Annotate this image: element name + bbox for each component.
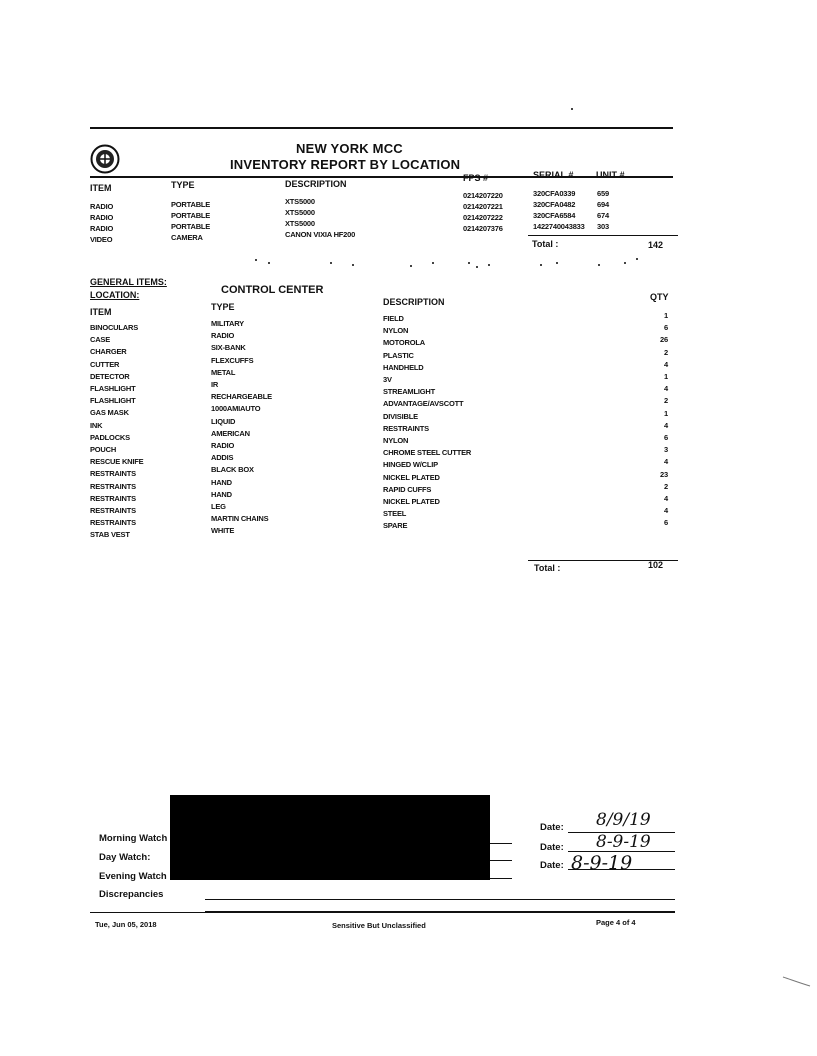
row-description: CHROME STEEL CUTTER	[383, 448, 472, 458]
header-bottom-rule	[90, 176, 673, 178]
row-type: CAMERA	[171, 233, 203, 242]
row-qty: 2	[664, 396, 668, 406]
general-total-value: 102	[648, 560, 664, 570]
row-qty: 4	[664, 506, 668, 516]
row-qty: 2	[664, 481, 668, 491]
evening-sign-line	[490, 878, 512, 879]
row-description: RAPID CUFFS	[383, 484, 432, 494]
row-item: STAB VEST	[90, 530, 130, 540]
row-item: RESTRAINTS	[90, 493, 136, 503]
row-type: PORTABLE	[171, 200, 211, 209]
general-header-type: TYPE	[211, 302, 235, 312]
row-qty: 1	[664, 372, 668, 381]
row-type: SIX-BANK	[211, 343, 246, 353]
stray-dot	[571, 108, 573, 110]
row-item: CUTTER	[90, 359, 120, 369]
top-header-unit: UNIT #	[596, 170, 625, 180]
row-description: ADVANTAGE/AVSCOTT	[383, 399, 464, 409]
row-description: CANON VIXIA HF200	[285, 230, 356, 239]
row-item: RADIO	[90, 213, 114, 222]
row-unit: 694	[597, 200, 609, 209]
row-type: AMERICAN	[211, 428, 250, 438]
row-description: STREAMLIGHT	[383, 387, 435, 397]
general-items-label: GENERAL ITEMS:	[90, 277, 167, 287]
top-header-type: TYPE	[171, 180, 195, 190]
day-watch-label: Day Watch:	[99, 852, 151, 863]
row-item: RESTRAINTS	[90, 506, 136, 515]
row-item: VIDEO	[90, 235, 113, 244]
row-type: WHITE	[211, 526, 235, 536]
row-description: FIELD	[383, 314, 404, 323]
report-title: INVENTORY REPORT BY LOCATION	[230, 157, 461, 172]
evening-watch-label: Evening Watch	[99, 871, 167, 882]
row-fps: 0214207222	[463, 213, 503, 222]
seal-logo-icon	[90, 144, 120, 174]
row-type: HAND	[211, 477, 232, 487]
row-description: NICKEL PLATED	[383, 472, 440, 482]
date-label-evening: Date:	[540, 860, 564, 871]
row-type: RADIO	[211, 441, 235, 450]
discrepancies-label: Discrepancies	[99, 889, 164, 900]
location-label: LOCATION:	[90, 290, 140, 300]
row-item: RADIO	[90, 224, 114, 233]
row-description: XTS5000	[285, 208, 315, 217]
row-qty: 26	[660, 335, 668, 345]
row-description: XTS5000	[285, 219, 315, 228]
row-qty: 23	[660, 469, 668, 479]
general-total-label: Total :	[534, 563, 561, 573]
row-type: RADIO	[211, 331, 235, 341]
header-top-rule	[90, 127, 673, 129]
row-item: DETECTOR	[90, 371, 130, 381]
row-description: HANDHELD	[383, 362, 424, 372]
row-type: BLACK BOX	[211, 465, 254, 475]
row-type: LIQUID	[211, 416, 236, 426]
row-qty: 6	[664, 518, 668, 528]
row-qty: 1	[664, 311, 668, 320]
row-serial: 320CFA6584	[533, 211, 576, 220]
row-description: RESTRAINTS	[383, 423, 429, 433]
row-item: RESTRAINTS	[90, 469, 136, 479]
org-name: NEW YORK MCC	[296, 141, 403, 156]
row-type: FLEXCUFFS	[211, 355, 254, 365]
row-unit: 659	[597, 189, 609, 198]
top-header-serial: SERIAL #	[533, 170, 574, 180]
row-type: METAL	[211, 367, 236, 377]
row-item: INK	[90, 420, 103, 430]
row-serial: 320CFA0339	[533, 189, 576, 198]
footer-classification: Sensitive But Unclassified	[332, 921, 426, 930]
row-type: ADDIS	[211, 453, 234, 463]
footer-rule	[90, 912, 675, 913]
row-type: RECHARGEABLE	[211, 392, 272, 402]
top-header-description: DESCRIPTION	[285, 179, 347, 189]
redaction-block	[170, 795, 490, 880]
top-total-rule	[528, 235, 678, 236]
row-qty: 4	[664, 457, 668, 467]
row-type: 1000AMIAUTO	[211, 404, 261, 414]
morning-watch-label: Morning Watch	[99, 833, 168, 844]
general-header-item: ITEM	[90, 307, 112, 317]
row-qty: 6	[664, 433, 668, 442]
row-description: STEEL	[383, 509, 407, 519]
row-type: IR	[211, 380, 219, 389]
row-description: NICKEL PLATED	[383, 497, 440, 506]
date-morning-handwritten: 8/9/19	[596, 810, 651, 830]
location-value: CONTROL CENTER	[221, 284, 324, 296]
date-label-day: Date:	[540, 842, 564, 853]
row-qty: 4	[664, 359, 668, 369]
discrepancies-line	[205, 899, 675, 900]
row-unit: 303	[597, 222, 609, 231]
row-item: RESTRAINTS	[90, 518, 136, 528]
row-item: CASE	[90, 335, 111, 345]
row-description: NYLON	[383, 436, 409, 445]
row-item: RESTRAINTS	[90, 481, 136, 491]
row-item: POUCH	[90, 445, 117, 454]
row-description: 3V	[383, 375, 392, 384]
date-day-handwritten: 8-9-19	[596, 832, 651, 852]
row-type: MILITARY	[211, 319, 244, 328]
row-serial: 320CFA0482	[533, 200, 576, 209]
row-description: DIVISIBLE	[383, 411, 418, 421]
row-item: PADLOCKS	[90, 432, 130, 442]
row-item: FLASHLIGHT	[90, 396, 136, 406]
row-qty: 1	[664, 408, 668, 418]
general-header-qty: QTY	[650, 292, 669, 302]
row-serial: 1422740043833	[533, 222, 585, 231]
row-qty: 6	[664, 323, 668, 333]
top-total-label: Total :	[532, 239, 559, 249]
row-description: MOTOROLA	[383, 338, 426, 348]
row-item: BINOCULARS	[90, 323, 138, 332]
row-qty: 4	[664, 384, 668, 394]
row-fps: 0214207221	[463, 202, 503, 211]
row-qty: 3	[664, 445, 668, 455]
top-header-item: ITEM	[90, 183, 112, 193]
row-item: FLASHLIGHT	[90, 384, 136, 393]
row-type: PORTABLE	[171, 211, 211, 220]
row-description: XTS5000	[285, 197, 315, 206]
footer-page: Page 4 of 4	[596, 918, 636, 927]
row-qty: 2	[664, 347, 668, 357]
top-total-value: 142	[648, 240, 664, 250]
row-description: NYLON	[383, 326, 409, 336]
row-unit: 674	[597, 211, 609, 220]
date-label-morning: Date:	[540, 822, 564, 833]
row-item: CHARGER	[90, 347, 127, 357]
top-header-fps: FPS #	[463, 173, 489, 183]
footer-date: Tue, Jun 05, 2018	[95, 920, 157, 929]
row-qty: 4	[664, 420, 668, 430]
row-qty: 4	[664, 494, 668, 503]
row-description: HINGED W/CLIP	[383, 460, 438, 470]
row-item: RADIO	[90, 202, 114, 211]
row-type: PORTABLE	[171, 222, 211, 231]
row-type: LEG	[211, 502, 226, 511]
day-sign-line	[490, 860, 512, 861]
row-description: PLASTIC	[383, 350, 414, 360]
row-item: RESCUE KNIFE	[90, 457, 144, 467]
row-type: HAND	[211, 489, 232, 499]
row-description: SPARE	[383, 521, 408, 531]
row-fps: 0214207376	[463, 224, 503, 233]
stray-scan-mark	[782, 974, 812, 988]
date-evening-handwritten: 8-9-19	[571, 852, 633, 874]
row-fps: 0214207220	[463, 191, 503, 200]
general-header-description: DESCRIPTION	[383, 297, 445, 307]
row-type: MARTIN CHAINS	[211, 514, 269, 524]
morning-sign-line	[490, 843, 512, 844]
row-item: GAS MASK	[90, 408, 129, 418]
